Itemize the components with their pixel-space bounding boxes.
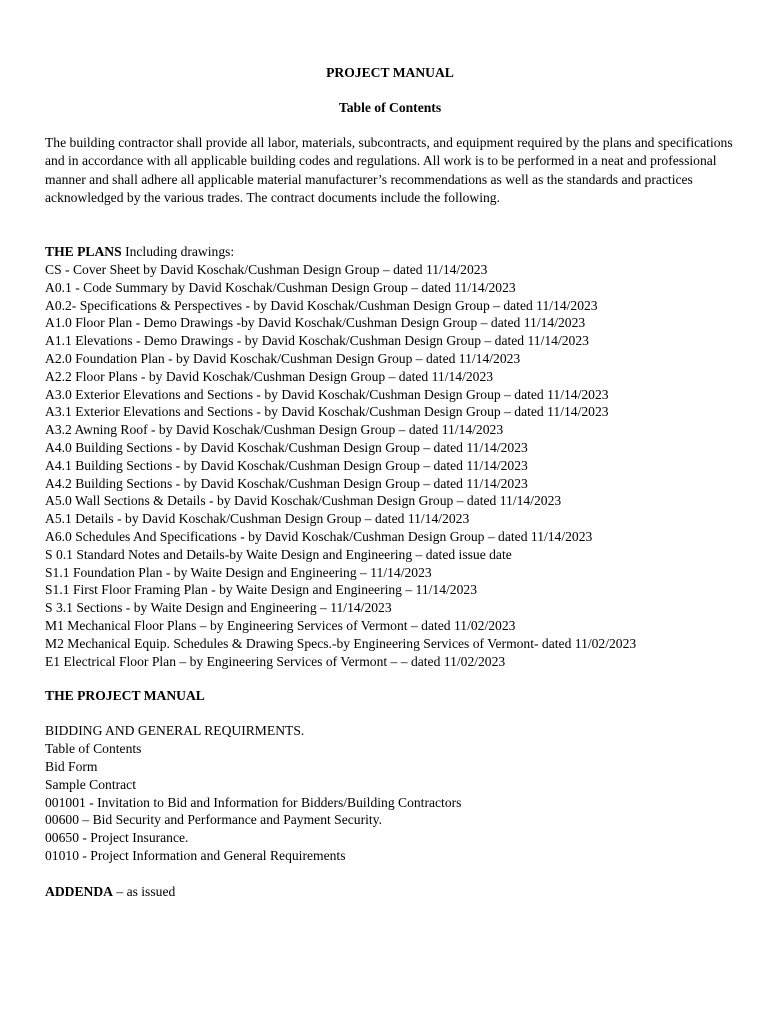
plan-item: A2.2 Floor Plans - by David Koschak/Cushman Design Group – dated 11/14/2023 — [45, 368, 494, 384]
plan-item: S1.1 Foundation Plan - by Waite Design and Engineering – 11/14/2023 — [45, 564, 432, 580]
plan-item: A2.0 Foundation Plan - by David Koschak/Cushman Design Group – dated 11/14/2023 — [45, 350, 521, 366]
addenda-heading: ADDENDA — [45, 883, 113, 899]
page-subtitle: Table of Contents — [338, 100, 442, 115]
plan-item: E1 Electrical Floor Plan – by Engineering Services of Vermont – – dated 11/02/2023 — [45, 653, 506, 669]
plans-heading: THE PLANS — [45, 244, 122, 260]
bidding-item: 00650 - Project Insurance. — [45, 830, 189, 846]
plan-item: A3.1 Exterior Elevations and Sections - by David Koschak/Cushman Design Group – dated 11/14/2023 — [45, 404, 609, 420]
plan-item: A4.0 Building Sections - by David Koschak/Cushman Design Group – dated 11/14/2023 — [45, 439, 528, 455]
plan-item: A5.1 Details - by David Koschak/Cushman Design Group – dated 11/14/2023 — [45, 511, 470, 527]
bidding-item: Sample Contract — [45, 776, 136, 792]
plans-heading-line — [45, 243, 735, 261]
project-manual-heading: THE PROJECT MANUAL — [45, 688, 205, 704]
bidding-section — [45, 722, 735, 864]
plan-item: S 0.1 Standard Notes and Details-by Waite Design and Engineering – dated issue date — [45, 546, 512, 562]
addenda-line — [45, 883, 735, 901]
plan-item: A6.0 Schedules And Specifications - by David Koschak/Cushman Design Group – dated 11/14/2023 — [45, 528, 593, 544]
plans-heading-suffix: Including drawings: — [121, 244, 235, 260]
plan-item: A5.0 Wall Sections & Details - by David Koschak/Cushman Design Group – dated 11/14/2023 — [45, 493, 562, 509]
plan-item: A0.1 - Code Summary by David Koschak/Cushman Design Group – dated 11/14/2023 — [45, 279, 516, 295]
plan-item: M2 Mechanical Equip. Schedules & Drawing Specs.-by Engineering Services of Vermont- dated 11/02/2023 — [45, 635, 637, 651]
plan-item: A3.2 Awning Roof - by David Koschak/Cushman Design Group – dated 11/14/2023 — [45, 422, 504, 438]
document-page — [45, 64, 735, 901]
page-title: PROJECT MANUAL — [326, 65, 454, 80]
plan-item: A4.1 Building Sections - by David Koschak/Cushman Design Group – dated 11/14/2023 — [45, 457, 528, 473]
plan-item: A1.0 Floor Plan - Demo Drawings -by David Koschak/Cushman Design Group – dated 11/14/2023 — [45, 315, 586, 331]
plan-item: A3.0 Exterior Elevations and Sections - by David Koschak/Cushman Design Group – dated 11/14/2023 — [45, 386, 609, 402]
plan-item: A0.2- Specifications & Perspectives - by David Koschak/Cushman Design Group – dated 11/14/2023 — [45, 297, 598, 313]
bidding-item: BIDDING AND GENERAL REQUIRMENTS. — [45, 723, 305, 739]
bidding-item: 001001 - Invitation to Bid and Information for Bidders/Building Contractors — [45, 794, 462, 810]
intro-paragraph: The building contractor shall provide all labor, materials, subcontracts, and equipment required by the plans and specifications and in accordance with all applicable building codes and regulations. All work is to be performed in a neat and professional manner and shall adhere all applicable material manufacturer’s recommendations as well as the standards and practices acknowledged by the various trades. The contract documents include the following. — [45, 135, 733, 205]
plan-item: CS - Cover Sheet by David Koschak/Cushman Design Group – dated 11/14/2023 — [45, 261, 488, 277]
bidding-item: 00600 – Bid Security and Performance and Payment Security. — [45, 812, 382, 828]
plan-item: A4.2 Building Sections - by David Koschak/Cushman Design Group – dated 11/14/2023 — [45, 475, 528, 491]
plan-item: M1 Mechanical Floor Plans – by Engineering Services of Vermont – dated 11/02/2023 — [45, 617, 516, 633]
plan-item: S 3.1 Sections - by Waite Design and Engineering – 11/14/2023 — [45, 600, 392, 616]
plan-item: A1.1 Elevations - Demo Drawings - by David Koschak/Cushman Design Group – dated 11/14/2023 — [45, 333, 589, 349]
plan-item: S1.1 First Floor Framing Plan - by Waite Design and Engineering – 11/14/2023 — [45, 582, 477, 598]
bidding-item: Table of Contents — [45, 741, 142, 757]
addenda-text: – as issued — [112, 883, 176, 899]
bidding-item: 01010 - Project Information and General Requirements — [45, 847, 346, 863]
bidding-item: Bid Form — [45, 758, 98, 774]
plans-section — [45, 243, 735, 670]
